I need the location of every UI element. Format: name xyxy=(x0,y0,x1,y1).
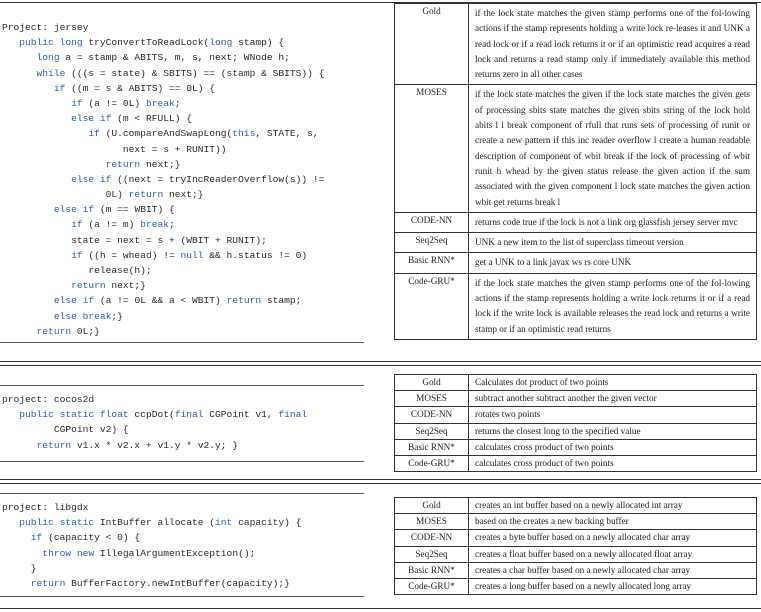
code-line xyxy=(2,530,364,545)
code-keyword: final xyxy=(278,409,308,421)
code-text: (a != 0L) xyxy=(82,97,146,109)
summary-text: UNK a new item to the list of superclass timeout version xyxy=(469,233,757,253)
summary-row xyxy=(395,212,757,232)
code-text xyxy=(2,98,71,109)
summary-text: Calculates dot product of two points xyxy=(469,375,757,391)
summary-row xyxy=(395,273,757,339)
code-line xyxy=(2,172,364,187)
summary-text: if the lock state matches the given stamp performs one of the fol-lowing actions if the stamp represents holding a write lock returns it or if a read lock if the write lock is available releases the read lock and returns a write stamp or if an optimistic read returns xyxy=(469,273,757,339)
code-line xyxy=(2,187,364,202)
code-keyword: else if xyxy=(71,173,112,185)
code-line xyxy=(2,111,364,126)
code-text xyxy=(2,159,106,170)
code-text xyxy=(2,578,31,589)
code-text xyxy=(2,548,42,559)
code-text: } xyxy=(2,562,37,574)
code-text xyxy=(2,37,19,48)
code-text: ((h = whead) != xyxy=(82,249,181,261)
code-text xyxy=(2,250,71,261)
code-text: next;} xyxy=(140,158,181,170)
code-text: next = s + RUNIT)) xyxy=(2,143,227,155)
code-line xyxy=(2,202,364,217)
section-rule-2 xyxy=(0,365,761,366)
code-keyword: int xyxy=(215,517,233,529)
code-keyword: if xyxy=(71,97,83,109)
code-line xyxy=(2,438,364,453)
code-keyword: final xyxy=(174,409,204,421)
code-text: next;} xyxy=(105,280,146,292)
code-text xyxy=(2,128,88,139)
code-text: (U.compareAndSwapLong( xyxy=(99,128,233,140)
code-overline-3 xyxy=(0,493,364,494)
code-keyword: return xyxy=(226,295,262,307)
summary-row xyxy=(395,514,757,530)
model-name: CODE-NN xyxy=(395,212,469,232)
code-line xyxy=(2,422,364,437)
code-line xyxy=(2,324,364,339)
code-keyword: return xyxy=(36,439,72,451)
summary-row xyxy=(395,391,757,407)
bottom-rule xyxy=(0,608,761,609)
code-text xyxy=(2,409,19,420)
code-keyword: public static xyxy=(19,517,95,529)
model-name: MOSES xyxy=(395,85,469,212)
summary-row xyxy=(395,423,757,439)
code-text: state = next = s + (WBIT + RUNIT); xyxy=(2,234,267,246)
code-keyword: else if xyxy=(71,113,112,125)
code-underline-2 xyxy=(0,461,364,462)
code-keyword: null xyxy=(180,249,204,261)
code-text: v1.x * v2.x + v1.y * v2.y; } xyxy=(71,439,239,451)
code-keyword: if xyxy=(71,249,83,261)
summary-text: creates an int buffer based on a newly allocated int array xyxy=(469,498,757,514)
summary-row xyxy=(395,579,757,595)
code-keyword: if xyxy=(88,128,100,140)
code-text: && h.status != 0) xyxy=(203,249,308,261)
code-text: (m == WBIT) { xyxy=(94,204,175,216)
summary-text: rotates two points xyxy=(469,407,757,423)
code-keyword: this xyxy=(232,128,256,140)
code-line xyxy=(2,35,364,50)
code-keyword: else if xyxy=(53,295,95,307)
summary-text: creates a byte buffer based on a newly allocated char array xyxy=(469,530,757,546)
section-rule-3 xyxy=(0,479,761,480)
summary-text: if the lock state matches the given stamp performs one of the fol-lowing actions if the stamp represents holding a write lock re-leases it and UNK a read lock or if a read lock returns it or if an optimistic read acquires a read lock and returns a read stamp only if immediately available this method returns zero in all other cases xyxy=(469,4,757,85)
code-keyword: while xyxy=(36,67,66,79)
summary-row xyxy=(395,439,757,455)
code-keyword: return xyxy=(36,325,72,337)
code-text: stamp; xyxy=(261,295,302,307)
summary-row xyxy=(395,456,757,472)
model-name: Code-GRU* xyxy=(395,456,469,472)
code-text xyxy=(2,311,54,322)
code-text: IntBuffer allocate ( xyxy=(94,517,216,529)
model-name: CODE-NN xyxy=(395,407,469,423)
code-keyword: long xyxy=(209,37,233,49)
model-name: MOSES xyxy=(395,391,469,407)
summary-text: calculates cross product of two points xyxy=(469,456,757,472)
code-text: project: libgdx xyxy=(2,502,89,513)
code-snippet-cocos2d xyxy=(2,392,364,453)
model-name: Code-GRU* xyxy=(395,273,469,339)
code-line xyxy=(2,309,364,324)
summary-table-jersey xyxy=(394,3,757,340)
model-name: Basic RNN* xyxy=(395,562,469,578)
summary-text: subtract another subtract another the given vector xyxy=(469,391,757,407)
summary-row xyxy=(395,407,757,423)
summary-text: returns code true if the lock is not a link org glassfish jersey server mvc xyxy=(469,212,757,232)
code-text: (a != m) xyxy=(82,219,141,231)
code-text: a = stamp & ABITS, m, s, next; WNode h; xyxy=(59,52,290,64)
summary-row xyxy=(395,4,757,85)
model-name: Code-GRU* xyxy=(395,579,469,595)
code-keyword: public static float xyxy=(19,409,129,421)
code-text xyxy=(2,532,31,543)
summary-text: creates a long buffer based on a newly allocated long array xyxy=(469,579,757,595)
code-keyword: return xyxy=(30,577,66,589)
model-name: Seq2Seq xyxy=(395,546,469,562)
model-name: Gold xyxy=(395,375,469,391)
code-keyword: else if xyxy=(53,204,95,216)
summary-text: calculates cross product of two points xyxy=(469,439,757,455)
code-keyword: if xyxy=(53,82,66,94)
summary-row xyxy=(395,375,757,391)
code-keyword: if xyxy=(71,219,83,231)
code-text xyxy=(2,219,71,230)
code-line xyxy=(2,157,364,172)
summary-table-libgdx xyxy=(394,497,757,595)
code-text: project: cocos2d xyxy=(2,394,95,405)
code-snippet-libgdx xyxy=(2,500,364,591)
code-line xyxy=(2,392,364,407)
code-line xyxy=(2,126,364,141)
summary-row xyxy=(395,562,757,578)
code-underline-1 xyxy=(0,342,364,343)
model-name: Seq2Seq xyxy=(395,423,469,439)
code-text: tryConvertToReadLock( xyxy=(82,37,210,49)
code-line xyxy=(2,576,364,591)
code-line xyxy=(2,142,364,157)
summary-row xyxy=(395,530,757,546)
summary-text: creates a float buffer based on a newly allocated float array xyxy=(469,546,757,562)
code-keyword: long xyxy=(36,52,60,64)
code-keyword: break xyxy=(145,97,175,109)
code-line xyxy=(2,561,364,576)
model-name: Gold xyxy=(395,4,469,85)
code-text: ; xyxy=(168,219,175,231)
code-line xyxy=(2,407,364,422)
code-text xyxy=(2,295,54,306)
code-text: stamp) { xyxy=(232,37,285,49)
code-text: (m < RFULL) { xyxy=(111,113,193,125)
code-keyword: public long xyxy=(19,37,83,49)
code-text xyxy=(2,68,37,79)
code-text xyxy=(2,52,37,63)
section-rule-1 xyxy=(0,361,761,362)
code-text: (((s = state) & SBITS) == (stamp & SBITS)) { xyxy=(65,67,325,79)
code-line xyxy=(2,293,364,308)
model-name: MOSES xyxy=(395,514,469,530)
code-text xyxy=(2,113,71,124)
code-keyword: else break xyxy=(53,310,112,322)
code-line xyxy=(2,500,364,515)
code-text: , STATE, s, xyxy=(255,128,319,140)
code-text xyxy=(2,83,54,94)
code-text: IllegalArgumentException(); xyxy=(94,547,256,559)
summary-row xyxy=(395,233,757,253)
code-text: next;} xyxy=(163,189,204,201)
code-text xyxy=(2,174,71,185)
summary-row xyxy=(395,85,757,212)
code-text: (a != 0L && a < WBIT) xyxy=(94,295,227,307)
summary-row xyxy=(395,253,757,273)
summary-text: returns the closest long to the specified value xyxy=(469,423,757,439)
code-text: ((next = tryIncReaderOverflow(s)) != xyxy=(111,173,325,185)
code-text: ; xyxy=(174,97,181,109)
code-line xyxy=(2,546,364,561)
code-line xyxy=(2,81,364,96)
code-line xyxy=(2,515,364,530)
code-text xyxy=(2,440,37,451)
code-text xyxy=(2,280,71,291)
code-text: ccpDot( xyxy=(128,409,175,421)
code-line xyxy=(2,66,364,81)
code-text: Project: jersey xyxy=(2,22,89,33)
model-name: Basic RNN* xyxy=(395,253,469,273)
code-keyword: break xyxy=(140,219,169,231)
code-text: ;} xyxy=(111,310,123,322)
code-line xyxy=(2,96,364,111)
code-text: (capacity < 0) { xyxy=(42,532,141,544)
model-name: Seq2Seq xyxy=(395,233,469,253)
code-text xyxy=(2,204,54,215)
code-text: 0L;} xyxy=(71,325,100,337)
code-text: ((m = s & ABITS) == 0L) { xyxy=(65,82,216,94)
code-line xyxy=(2,20,364,35)
code-text: BufferFactory.newIntBuffer(capacity);} xyxy=(65,577,290,589)
code-text xyxy=(2,517,19,528)
summary-text: get a UNK to a link javax ws rs core UNK xyxy=(469,253,757,273)
code-text: CGPoint v2) { xyxy=(2,424,129,436)
summary-text: based on the creates a new backing buffer xyxy=(469,514,757,530)
model-name: CODE-NN xyxy=(395,530,469,546)
code-line xyxy=(2,233,364,248)
code-keyword: return xyxy=(128,189,164,201)
code-text: capacity) { xyxy=(232,517,302,529)
code-text xyxy=(2,326,37,337)
summary-table-cocos2d xyxy=(394,374,757,472)
summary-text: if the lock state matches the given if the lock state matches the given gets of processing sbits state matches the given sbits string of the lock hold abits l l break component of rfull that runs sets of processing of runit or create a new pattern if this inc reader overflow l create a human readable description of component of wbit break if the lock of processing of wbit runit h whead by the given status release the given action if the sum associated with the given component l lock state matches the given action wbit get returns break l xyxy=(469,85,757,212)
section-rule-4 xyxy=(0,483,761,484)
code-text: 0L) xyxy=(2,189,129,201)
code-text: CGPoint v1, xyxy=(203,409,279,421)
summary-row xyxy=(395,546,757,562)
code-keyword: return xyxy=(71,280,106,292)
summary-row xyxy=(395,498,757,514)
code-line xyxy=(2,217,364,232)
code-line xyxy=(2,278,364,293)
summary-text: creates a char buffer based on a newly allocated char array xyxy=(469,562,757,578)
code-line xyxy=(2,263,364,278)
code-keyword: return xyxy=(105,158,141,170)
code-line xyxy=(2,248,364,263)
code-snippet-jersey xyxy=(2,20,364,339)
code-line xyxy=(2,50,364,65)
code-text: release(h); xyxy=(2,265,152,276)
code-overline-2 xyxy=(0,385,364,386)
code-underline-3 xyxy=(0,596,364,597)
code-keyword: if xyxy=(30,532,43,544)
model-name: Basic RNN* xyxy=(395,439,469,455)
code-keyword: throw new xyxy=(42,547,95,559)
model-name: Gold xyxy=(395,498,469,514)
